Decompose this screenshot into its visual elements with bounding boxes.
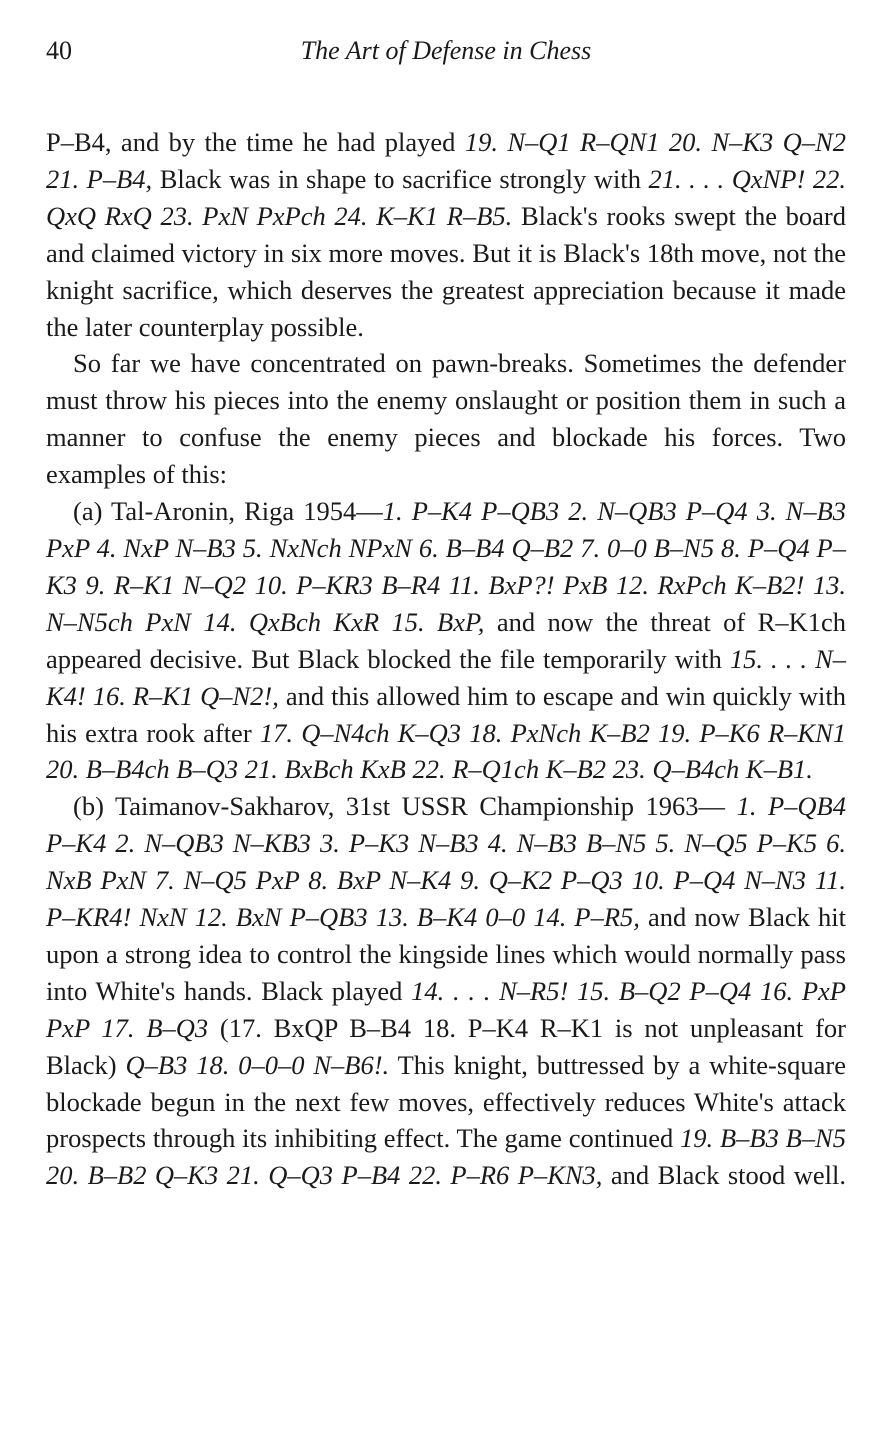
book-title: The Art of Defense in Chess	[300, 36, 592, 65]
prose-text: Black was in shape to sacrifice strongly with	[152, 163, 649, 194]
prose-text: So far we have concentrated on pawn-breaks. Sometimes the defender must throw his pieces into the enemy onslaught or position them in such a manner to confuse the enemy pieces and blockade his forces. Two examples of this:	[46, 348, 846, 490]
body-text	[46, 124, 846, 1194]
running-head	[46, 30, 846, 74]
prose-text: (b) Taimanov-Sakharov, 31st USSR Championship 1963—	[73, 791, 737, 822]
move-notation: 21. . . . QxNP! 22. QxQ RxQ 23. PxN PxPch 24. K–K1 R–B5.	[46, 163, 846, 231]
prose-text: and now Black hit upon a strong idea to control the kingside lines which would normally pass into White's hands. Black played	[46, 902, 846, 1006]
prose-text: and Black stood well.	[602, 1160, 847, 1191]
prose-text: This knight, buttressed by a white-square blockade begun in the next few moves, effectively reduces White's attack prospects through its inhibiting effect. The game continued	[46, 1049, 846, 1154]
book-page	[46, 30, 846, 1194]
move-notation: 17. Q–N4ch K–Q3 18. PxNch K–B2 19. P–K6 R–KN1 20. B–B4ch B–Q3 21. BxBch KxB 22. R–Q1ch K–B2 23. Q–B4ch K–B1.	[46, 717, 846, 785]
move-notation: 19. N–Q1 R–QN1 20. N–K3 Q–N2 21. P–B4,	[46, 127, 846, 194]
prose-text: and now the threat of R–K1ch appeared decisive. But Black blocked the file temporarily with	[46, 606, 846, 674]
prose-text: Black's rooks swept the board and claimed victory in six more moves. But it is Black's 18th move, not the knight sacrifice, which deserves the greatest appreciation because it made the later counterplay possible.	[46, 200, 846, 342]
paragraph-continuation	[46, 124, 846, 345]
prose-text: (17. BxQP B–B4 18. P–K4 R–K1 is not unpleasant for Black)	[46, 1012, 846, 1080]
paragraph-example-b	[46, 788, 846, 1194]
prose-text: and this allowed him to escape and win quickly with his extra rook after	[46, 680, 847, 748]
move-notation: Q–B3 18. 0–0–0 N–B6!.	[125, 1049, 390, 1080]
move-notation: 1. P–K4 P–QB3 2. N–QB3 P–Q4 3. N–B3 PxP 4. NxP N–B3 5. NxNch NPxN 6. B–B4 Q–B2 7. 0–0 B–N5 8. P–Q4 P–K3 9. R–K1 N–Q2 10. P–KR3 B–R4 11. BxP?! PxB 12. RxPch K–B2! 13. N–N5ch PxN 14. QxBch KxR 15. BxP,	[46, 496, 847, 637]
prose-text: (a) Tal-Aronin, Riga 1954—	[73, 496, 383, 527]
paragraph-intro-examples	[46, 345, 846, 493]
move-notation: 14. . . . N–R5! 15. B–Q2 P–Q4 16. PxP PxP 17. B–Q3	[46, 975, 846, 1043]
paragraph-example-a	[46, 493, 846, 788]
move-notation: 1. P–QB4 P–K4 2. N–QB3 N–KB3 3. P–K3 N–B3 4. N–B3 B–N5 5. N–Q5 P–K5 6. NxB PxN 7. N–Q5 PxP 8. BxP N–K4 9. Q–K2 P–Q3 10. P–Q4 N–N3 11. P–KR4! NxN 12. BxN P–QB3 13. B–K4 0–0 14. P–R5,	[46, 791, 846, 933]
page-number: 40	[46, 36, 72, 65]
move-notation: 19. B–B3 B–N5 20. B–B2 Q–K3 21. Q–Q3 P–B4 22. P–R6 P–KN3,	[46, 1123, 846, 1191]
prose-text: P–B4, and by the time he had played	[46, 127, 465, 157]
move-notation: 15. . . . N–K4! 16. R–K1 Q–N2!,	[46, 643, 846, 711]
